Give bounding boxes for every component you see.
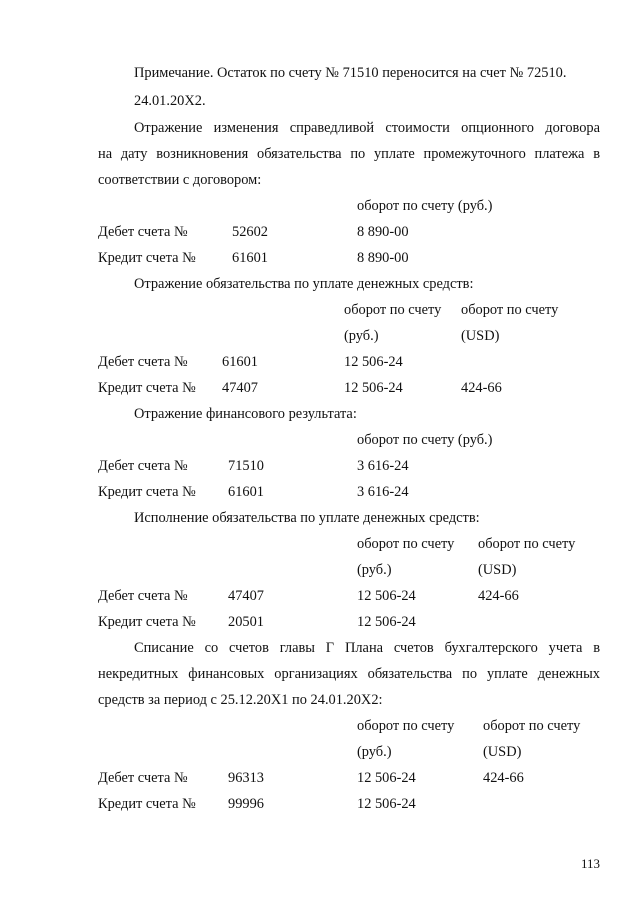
section2-credit-label: Кредит счета № <box>98 380 196 396</box>
section5-credit-rub: 12 506-24 <box>357 796 416 812</box>
section5-para-line3: средств за период с 25.12.20Х1 по 24.01.20Х2: <box>98 692 383 708</box>
section5-para-line2: некредитных финансовых организациях обязательства по уплате денежных <box>98 666 600 682</box>
section4-debit-usd: 424-66 <box>478 588 519 604</box>
section1-para-line2: на дату возникновения обязательства по уплате промежуточного платежа в <box>98 146 600 162</box>
section4-header-usd: оборот по счету <box>478 536 576 552</box>
section4-header-usd-unit: (USD) <box>478 562 517 578</box>
section4-debit-rub: 12 506-24 <box>357 588 416 604</box>
section1-credit-account: 61601 <box>232 250 268 266</box>
section1-debit-label: Дебет счета № <box>98 224 188 240</box>
section3-credit-label: Кредит счета № <box>98 484 196 500</box>
section2-credit-account: 47407 <box>222 380 258 396</box>
section4-para: Исполнение обязательства по уплате денежных средств: <box>134 510 480 526</box>
section4-header-rub-unit: (руб.) <box>357 562 392 578</box>
section1-para-line1: Отражение изменения справедливой стоимости опционного договора <box>134 120 600 136</box>
section5-header-usd: оборот по счету <box>483 718 581 734</box>
section4-credit-label: Кредит счета № <box>98 614 196 630</box>
section2-debit-rub: 12 506-24 <box>344 354 403 370</box>
section5-debit-account: 96313 <box>228 770 264 786</box>
section1-debit-account: 52602 <box>232 224 268 240</box>
section4-header-rub: оборот по счету <box>357 536 455 552</box>
section5-credit-account: 99996 <box>228 796 264 812</box>
section3-para: Отражение финансового результата: <box>134 406 357 422</box>
section5-credit-label: Кредит счета № <box>98 796 196 812</box>
section5-para-line1: Списание со счетов главы Г Плана счетов бухгалтерского учета в <box>134 640 600 656</box>
note-date: 24.01.20Х2. <box>134 93 206 109</box>
section4-debit-label: Дебет счета № <box>98 588 188 604</box>
section2-header-usd-unit: (USD) <box>461 328 500 344</box>
section3-header-rub: оборот по счету (руб.) <box>357 432 493 448</box>
section2-credit-usd: 424-66 <box>461 380 502 396</box>
section5-debit-rub: 12 506-24 <box>357 770 416 786</box>
section2-debit-account: 61601 <box>222 354 258 370</box>
section5-debit-label: Дебет счета № <box>98 770 188 786</box>
section2-header-usd: оборот по счету <box>461 302 559 318</box>
section2-header-rub-unit: (руб.) <box>344 328 379 344</box>
section3-credit-rub: 3 616-24 <box>357 484 409 500</box>
section5-header-usd-unit: (USD) <box>483 744 522 760</box>
page-number: 113 <box>581 856 601 871</box>
note-line: Примечание. Остаток по счету № 71510 переносится на счет № 72510. <box>134 65 567 81</box>
section4-credit-rub: 12 506-24 <box>357 614 416 630</box>
section5-debit-usd: 424-66 <box>483 770 524 786</box>
section2-credit-rub: 12 506-24 <box>344 380 403 396</box>
section2-para: Отражение обязательства по уплате денежных средств: <box>134 276 474 292</box>
section1-credit-rub: 8 890-00 <box>357 250 409 266</box>
section5-header-rub-unit: (руб.) <box>357 744 392 760</box>
section2-debit-label: Дебет счета № <box>98 354 188 370</box>
section4-credit-account: 20501 <box>228 614 264 630</box>
section5-header-rub: оборот по счету <box>357 718 455 734</box>
section1-para-line3: соответствии с договором: <box>98 172 262 188</box>
section4-debit-account: 47407 <box>228 588 264 604</box>
section3-debit-label: Дебет счета № <box>98 458 188 474</box>
section1-credit-label: Кредит счета № <box>98 250 196 266</box>
section2-header-rub: оборот по счету <box>344 302 442 318</box>
section3-credit-account: 61601 <box>228 484 264 500</box>
section1-debit-rub: 8 890-00 <box>357 224 409 240</box>
section3-debit-rub: 3 616-24 <box>357 458 409 474</box>
section1-header-rub: оборот по счету (руб.) <box>357 198 493 214</box>
section3-debit-account: 71510 <box>228 458 264 474</box>
